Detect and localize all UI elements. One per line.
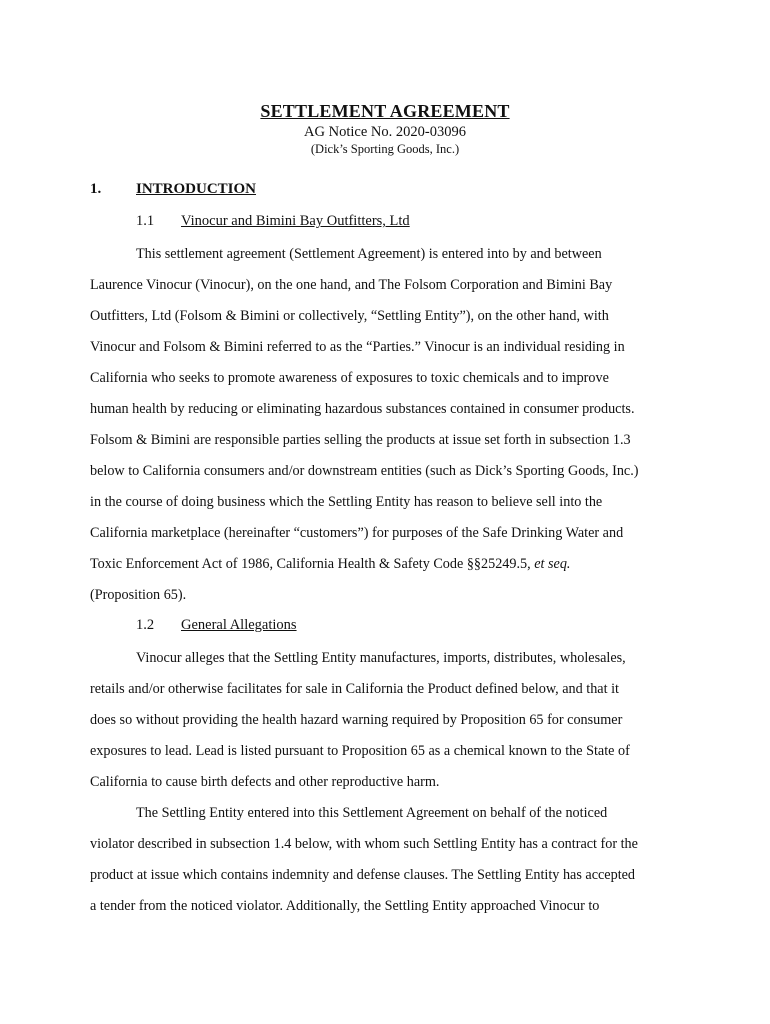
paragraph-line: in the course of doing business which the Settling Entity has reason to believe sell into the: [90, 494, 603, 510]
paragraph-line: does so without providing the health hazard warning required by Proposition 65 for consumer: [90, 712, 623, 728]
paragraph-line: California who seeks to promote awareness of exposures to toxic chemicals and to improve: [90, 370, 609, 386]
subsection-title: General Allegations: [181, 617, 297, 633]
subsection-title: Vinocur and Bimini Bay Outfitters, Ltd: [181, 213, 410, 229]
paragraph-line: [90, 555, 570, 573]
paragraph-line: California marketplace (hereinafter “customers”) for purposes of the Safe Drinking Water and: [90, 525, 624, 541]
section-number: 1.: [90, 181, 102, 197]
paragraph-line: The Settling Entity entered into this Settlement Agreement on behalf of the noticed: [136, 805, 608, 821]
latin-phrase: et seq.: [534, 556, 571, 572]
paragraph-line: Vinocur alleges that the Settling Entity manufactures, imports, distributes, wholesales,: [136, 650, 626, 666]
paragraph-line: exposures to lead. Lead is listed pursuant to Proposition 65 as a chemical known to the State of: [90, 743, 630, 759]
paragraph-line: below to California consumers and/or downstream entities (such as Dick’s Sporting Goods, Inc.): [90, 463, 639, 479]
paragraph-text: Toxic Enforcement Act of 1986, California Health & Safety Code §§25249.5,: [90, 556, 535, 572]
paragraph-line: a tender from the noticed violator. Additionally, the Settling Entity approached Vinocur to: [90, 898, 600, 914]
paragraph-line: This settlement agreement (Settlement Agreement) is entered into by and between: [136, 246, 602, 262]
document-title: SETTLEMENT AGREEMENT: [260, 101, 510, 121]
paragraph-line: Laurence Vinocur (Vinocur), on the one hand, and The Folsom Corporation and Bimini Bay: [90, 277, 613, 293]
paragraph-line: violator described in subsection 1.4 below, with whom such Settling Entity has a contract for the: [90, 836, 638, 852]
paragraph-line: (Proposition 65).: [90, 587, 187, 603]
notice-number: AG Notice No. 2020-03096: [304, 124, 466, 140]
paragraph-line: Outfitters, Ltd (Folsom & Bimini or collectively, “Settling Entity”), on the other hand, with: [90, 308, 609, 324]
paragraph-line: Folsom & Bimini are responsible parties selling the products at issue set forth in subsection 1.3: [90, 432, 631, 448]
subsection-number: 1.1: [136, 213, 155, 229]
paragraph-line: human health by reducing or eliminating hazardous substances contained in consumer products.: [90, 401, 635, 417]
section-title: INTRODUCTION: [136, 181, 257, 197]
paragraph-line: California to cause birth defects and other reproductive harm.: [90, 774, 440, 790]
company-name: (Dick’s Sporting Goods, Inc.): [310, 142, 460, 156]
paragraph-line: product at issue which contains indemnity and defense clauses. The Settling Entity has accepted: [90, 867, 636, 883]
paragraph-line: Vinocur and Folsom & Bimini referred to as the “Parties.” Vinocur is an individual residing in: [90, 339, 625, 355]
paragraph-line: retails and/or otherwise facilitates for sale in California the Product defined below, and that it: [90, 681, 619, 697]
subsection-number: 1.2: [136, 617, 155, 633]
